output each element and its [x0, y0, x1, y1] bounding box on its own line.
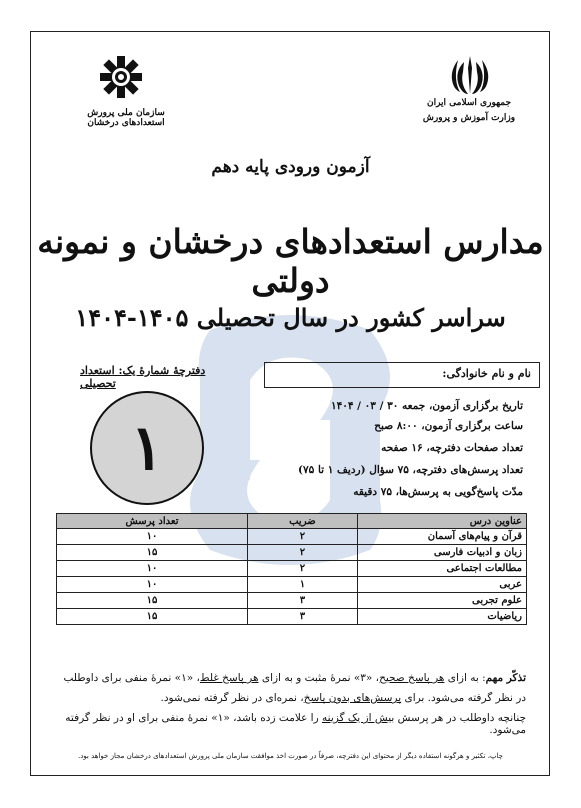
- ministry-caption: وزارت آموزش و پرورش: [422, 113, 516, 123]
- coefficient-cell: ۳: [248, 609, 358, 625]
- notice-label: تذکّر مهم: [485, 672, 526, 684]
- organization-logo-icon: [98, 54, 144, 100]
- count-cell: ۱۰: [57, 529, 248, 545]
- subject-cell: ریاضیات: [357, 609, 526, 625]
- booklet-number-badge: ۱: [90, 391, 204, 505]
- count-cell: ۱۵: [57, 593, 248, 609]
- table-row: [57, 609, 527, 625]
- coefficient-cell: ۲: [248, 529, 358, 545]
- notice-text: ، «۳» نمرۀ مثبت و به ازای: [258, 672, 380, 684]
- count-cell: ۱۵: [57, 545, 248, 561]
- table-row: [57, 577, 527, 593]
- subjects-table: [56, 513, 527, 625]
- notice-text: ، نمره‌ای در نظر گرفته نمی‌شود.: [160, 692, 304, 704]
- notice-text: در نظر گرفته می‌شود. برای: [401, 692, 526, 704]
- subject-cell: مطالعات اجتماعی: [357, 561, 526, 577]
- coefficient-cell: ۲: [248, 561, 358, 577]
- notice-line-3: [46, 712, 526, 736]
- notice-emphasis: هر پاسخ صحیح: [379, 672, 445, 684]
- coefficient-cell: ۲: [248, 545, 358, 561]
- iran-emblem-icon: [449, 54, 491, 98]
- coefficient-cell: ۳: [248, 593, 358, 609]
- schools-title: مدارس استعدادهای درخشان و نمونه دولتی: [37, 222, 544, 300]
- info-duration: مدّت پاسخ‌گویی به پرسش‌ها، ۷۵ دقیقه: [353, 486, 523, 498]
- organization-caption: سازمان ملی پرورش استعدادهای درخشان: [87, 108, 165, 128]
- subject-cell: علوم تجربی: [357, 593, 526, 609]
- notice-text: : به ازای: [444, 672, 486, 684]
- notice-text: را علامت زده باشد، «۱» نمرۀ منفی برای او در نظر گرفته می‌شود.: [65, 712, 526, 736]
- count-cell: ۱۵: [57, 609, 248, 625]
- subject-cell: قرآن و پیام‌های آسمان: [357, 529, 526, 545]
- booklet-label: دفترچۀ شمارۀ یک: استعداد تحصیلی: [80, 364, 206, 390]
- table-header-row: [57, 514, 527, 529]
- name-field[interactable]: [264, 362, 540, 388]
- table-row: [57, 545, 527, 561]
- notice-text: چنانچه داوطلب در هر پرسش: [394, 712, 526, 724]
- table-row: [57, 529, 527, 545]
- notice-line-2: [46, 692, 526, 704]
- notice-text: ، «۱» نمرۀ منفی برای داوطلب: [63, 672, 200, 684]
- exam-title: آزمون ورودی پایه دهم: [211, 157, 370, 177]
- header-coefficient: ضریب: [248, 514, 358, 529]
- name-label: نام و نام خانوادگی:: [442, 367, 531, 380]
- info-date: تاریخ برگزاری آزمون، جمعه ۳۰ / ۰۳ / ۱۴۰۴: [330, 400, 523, 412]
- header-count: تعداد پرسش: [57, 514, 248, 529]
- notice-emphasis: پرسش‌های بدون پاسخ: [303, 692, 402, 704]
- info-questions: تعداد پرسش‌های دفترچه، ۷۵ سؤال (ردیف ۱ تا ۷۵): [298, 464, 523, 476]
- coefficient-cell: ۱: [248, 577, 358, 593]
- notice-line-1: [46, 672, 526, 684]
- table-row: [57, 561, 527, 577]
- table-row: [57, 593, 527, 609]
- copyright-footer: چاپ، تکثیر و هرگونه استفاده دیگر از محتوای این دفترچه، صرفاً در صورت اخذ موافقت سازمان ملی پرورش استعدادهای درخشان مجاز خواهد بود.: [77, 752, 504, 760]
- header-subject: عناوین درس: [357, 514, 526, 529]
- subject-cell: زبان و ادبیات فارسی: [357, 545, 526, 561]
- count-cell: ۱۰: [57, 577, 248, 593]
- info-pages: تعداد صفحات دفترچه، ۱۶ صفحه: [381, 442, 523, 454]
- notice-emphasis: هر پاسخ غلط: [199, 672, 259, 684]
- subject-cell: عربی: [357, 577, 526, 593]
- republic-caption: جمهوری اسلامی ایران: [426, 98, 512, 108]
- info-time: ساعت برگزاری آزمون، ۸:۰۰ صبح: [374, 420, 523, 432]
- year-title: سراسر کشور در سال تحصیلی ۱۴۰۵-۱۴۰۴: [75, 303, 506, 332]
- count-cell: ۱۰: [57, 561, 248, 577]
- notice-emphasis: بیش از یک گزینه: [322, 712, 395, 724]
